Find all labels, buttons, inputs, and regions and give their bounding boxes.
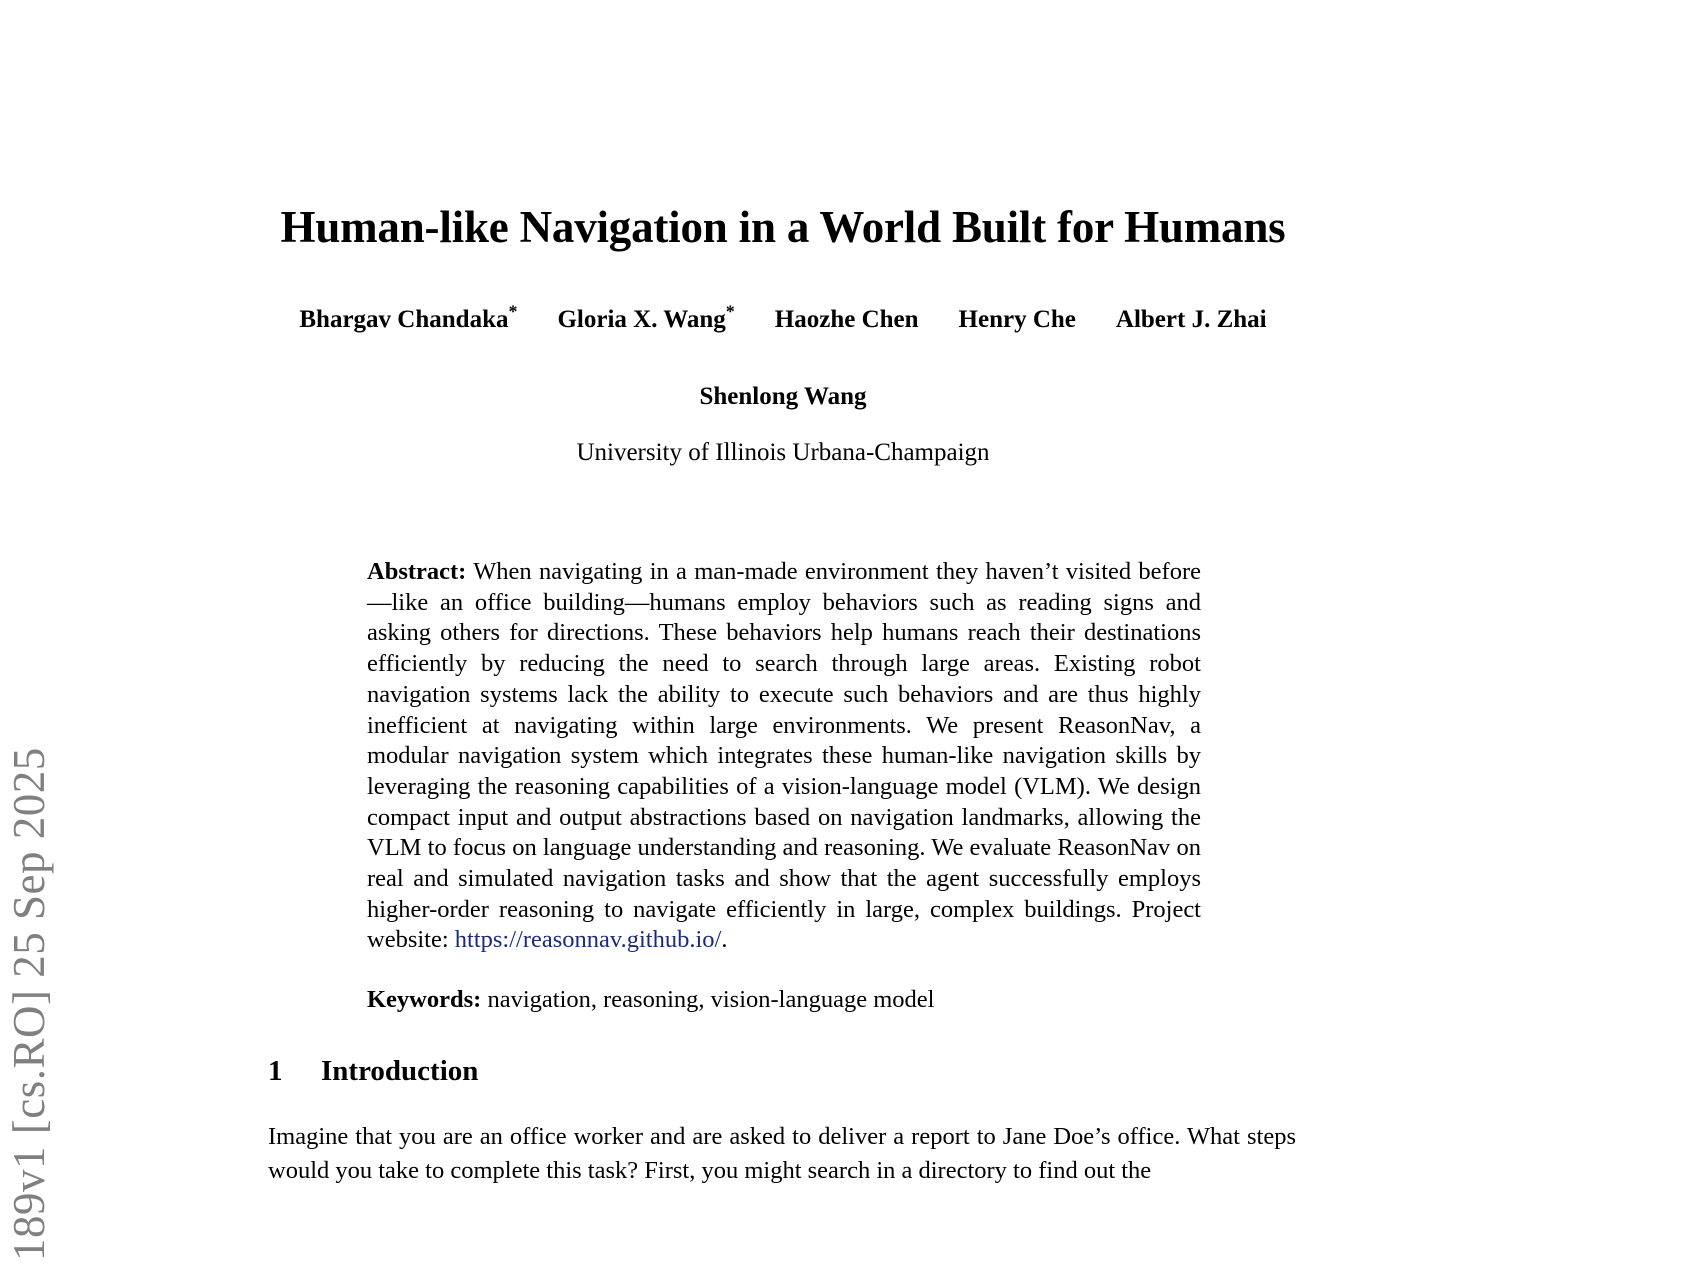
author-entry	[775, 305, 919, 335]
affiliation-text: University of Illinois Urbana-Champaign	[576, 439, 990, 466]
author-marker: *	[725, 301, 735, 322]
keywords-value: navigation, reasoning, vision-language model	[487, 986, 935, 1013]
project-website-link[interactable]: https://reasonnav.github.io/	[454, 926, 722, 954]
author-entry	[557, 301, 735, 335]
abstract-label: Abstract:	[367, 558, 467, 585]
author-name: Shenlong Wang	[699, 383, 867, 410]
author-marker: *	[508, 301, 518, 322]
section-heading-block	[268, 1054, 1298, 1089]
authors-row-secondary	[268, 382, 1298, 412]
author-name: Haozhe Chen	[774, 306, 919, 333]
abstract-block	[367, 557, 1201, 956]
author-entry	[299, 301, 518, 335]
author-name: Bhargav Chandaka	[299, 306, 509, 333]
section-number: 1	[268, 1055, 283, 1087]
section-heading	[268, 1054, 1298, 1089]
author-name: Albert J. Zhai	[1115, 306, 1267, 333]
page-title: Human-like Navigation in a World Built for Humans	[280, 202, 1286, 252]
abstract-body-tail: .	[721, 926, 728, 954]
section-title: Introduction	[321, 1055, 479, 1087]
keywords-label: Keywords:	[367, 986, 482, 1013]
introduction-block	[268, 1120, 1296, 1188]
abstract-body: When navigating in a man-made environment they haven’t visited before—like an office building—humans employ behaviors such as reading signs and asking others for directions. These behaviors help humans reach their destinations efficiently by reducing the need to search through large areas. Existing robot navigation systems lack the ability to execute such behaviors and are thus highly inefficient at navigating within large environments. We present ReasonNav, a modular navigation system which integrates these human-like navigation skills by leveraging the reasoning capabilities of a vision-language model (VLM). We design compact input and output abstractions based on navigation landmarks, allowing the VLM to focus on language understanding and reasoning. We evaluate ReasonNav on real and simulated navigation tasks and show that the agent successfully employs higher-order reasoning to navigate efficiently in large, complex buildings. Project website:	[367, 558, 1202, 954]
arxiv-stamp-text: 189v1 [cs.RO] 25 Sep 2025	[3, 747, 54, 1261]
keywords-paragraph	[367, 985, 1201, 1016]
author-entry	[959, 305, 1076, 335]
author-entry	[700, 382, 867, 412]
introduction-paragraph: Imagine that you are an office worker and are asked to deliver a report to Jane Doe’s office. What steps would you take to complete this task? First, you might search in a directory to find out the	[268, 1123, 1296, 1184]
keywords-block	[367, 985, 1201, 1016]
author-name: Henry Che	[958, 306, 1076, 333]
authors-row-primary	[268, 301, 1298, 335]
abstract-paragraph	[367, 557, 1201, 956]
title-block	[268, 202, 1298, 252]
author-entry	[1116, 305, 1267, 335]
authors-block	[268, 301, 1298, 412]
author-name: Gloria X. Wang	[557, 306, 726, 333]
affiliation-block	[268, 438, 1298, 468]
